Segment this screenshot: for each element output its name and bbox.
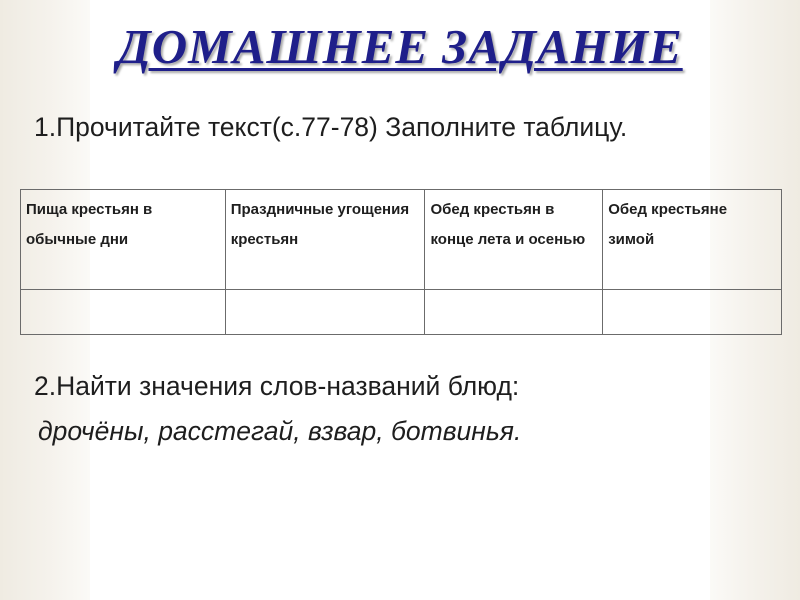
table-cell [425,290,603,335]
column-header-holiday-treats: Праздничные угощения крестьян [225,190,425,290]
dish-words: дрочёны, расстегай, взвар, ботвинья. [38,416,522,446]
slide-title: ДОМАШНЕЕ ЗАДАНИЕ [117,19,683,74]
column-header-winter-dinner: Обед крестьяне зимой [603,190,782,290]
table-header-row [21,190,782,290]
table-cell [21,290,226,335]
column-header-everyday-food: Пища крестьян в обычные дни [21,190,226,290]
food-table [20,189,782,335]
column-header-late-summer-autumn-dinner: Обед крестьян в конце лета и осенью [425,190,603,290]
task-1-text: 1.Прочитайте текст(с.77-78) Заполните таблицу. [34,112,628,142]
table-row [21,290,782,335]
table-cell [225,290,425,335]
task-2-text: 2.Найти значения слов-названий блюд: [34,371,520,401]
table-cell [603,290,782,335]
